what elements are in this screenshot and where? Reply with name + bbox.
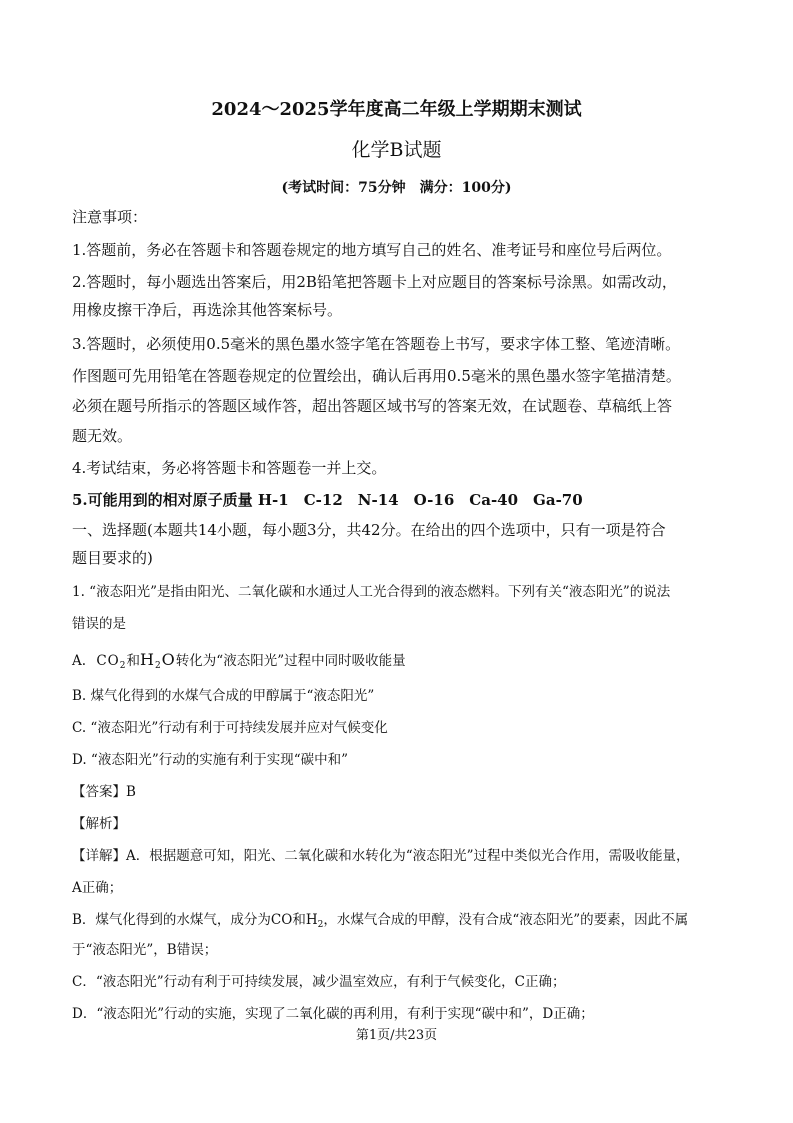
q1-detail-b: A正确； bbox=[72, 880, 123, 896]
q1-stem-b: 错误的是 bbox=[72, 616, 126, 632]
note-5: 5.可能用到的相对原子质量 H-1 C-12 N-14 O-16 Ca-40 Ga-70 bbox=[72, 491, 583, 509]
q1-detail-a: 【详解】A．根据题意可知，阳光、二氧化碳和水转化为“液态阳光”过程中类似光合作用，需吸收能量， bbox=[72, 848, 690, 864]
note-3b: 作图题可先用铅笔在答题卷规定的位置绘出，确认后再用0.5毫米的黑色墨水签字笔描清楚。 bbox=[72, 367, 681, 385]
note-1: 1.答题前，务必在答题卡和答题卷规定的地方填写自己的姓名、准考证号和座位号后两位。 bbox=[72, 241, 672, 259]
q1-stem-a: 1. “液态阳光”是指由阳光、二氧化碳和水通过人工光合得到的液态燃料。下列有关“液态阳光”的说法 bbox=[72, 584, 671, 600]
option-a-prefix: A. bbox=[72, 653, 87, 669]
q1-option-d: D. “液态阳光”行动的实施有利于实现“碳中和” bbox=[72, 752, 349, 768]
co2-formula: $CO_2$ bbox=[96, 653, 127, 671]
notes-heading: 注意事项： bbox=[72, 208, 148, 226]
exam-info: (考试时间：75分钟 满分：100分) bbox=[281, 180, 512, 196]
q1-option-a: A. $CO_2$和$H_2O$转化为“液态阳光”过程中同时吸收能量 bbox=[72, 650, 406, 671]
answer-label: 【答案】 bbox=[72, 784, 126, 800]
q1-analysis-label: 【解析】 bbox=[72, 816, 126, 832]
note-3d: 题无效。 bbox=[72, 427, 133, 445]
section1-heading-a: 一、选择题(本题共14小题，每小题3分，共42分。在给出的四个选项中，只有一项是符合 bbox=[72, 521, 666, 539]
section1-heading-b: 题目要求的) bbox=[72, 549, 153, 567]
exam-title: 2024～2025学年度高二年级上学期期末测试 bbox=[211, 99, 582, 120]
note-3a: 3.答题时，必须使用0.5毫米的黑色墨水签字笔在答题卷上书写，要求字体工整、笔迹清晰。 bbox=[72, 335, 681, 353]
q1-option-b: B. 煤气化得到的水煤气合成的甲醇属于“液态阳光” bbox=[72, 688, 375, 704]
q1-detail-d: 于“液态阳光”，B错误； bbox=[72, 942, 218, 958]
note-3c: 必须在题号所指示的答题区域作答，超出答题区域书写的答案无效，在试题卷、草稿纸上答 bbox=[72, 397, 673, 415]
note-2b: 用橡皮擦干净后，再选涂其他答案标号。 bbox=[72, 301, 343, 319]
q1-detail-f: D．“液态阳光”行动的实施，实现了二氧化碳的再利用，有利于实现“碳中和”，D正确； bbox=[72, 1006, 594, 1022]
q1-detail-e: C．“液态阳光”行动有利于可持续发展，减少温室效应，有利于气候变化，C正确； bbox=[72, 974, 566, 990]
h2o-formula: $H_2O$ bbox=[139, 650, 176, 671]
note-2a: 2.答题时，每小题选出答案后，用2B铅笔把答题卡上对应题目的答案标号涂黑。如需改动， bbox=[72, 273, 677, 291]
q1-answer bbox=[72, 782, 722, 802]
exam-subject: 化学B试题 bbox=[351, 139, 442, 161]
answer-value: B bbox=[126, 784, 136, 800]
note-4: 4.考试结束，务必将答题卡和答题卷一并上交。 bbox=[72, 459, 387, 477]
q1-detail-c: B．煤气化得到的水煤气，成分为CO和$H_2$，水煤气合成的甲醇，没有合成“液态阳光”的要素，因此不属 bbox=[72, 912, 689, 930]
q1-option-c: C. “液态阳光”行动有利于可持续发展并应对气候变化 bbox=[72, 720, 388, 736]
page-number: 第1页/共23页 bbox=[355, 1028, 438, 1043]
